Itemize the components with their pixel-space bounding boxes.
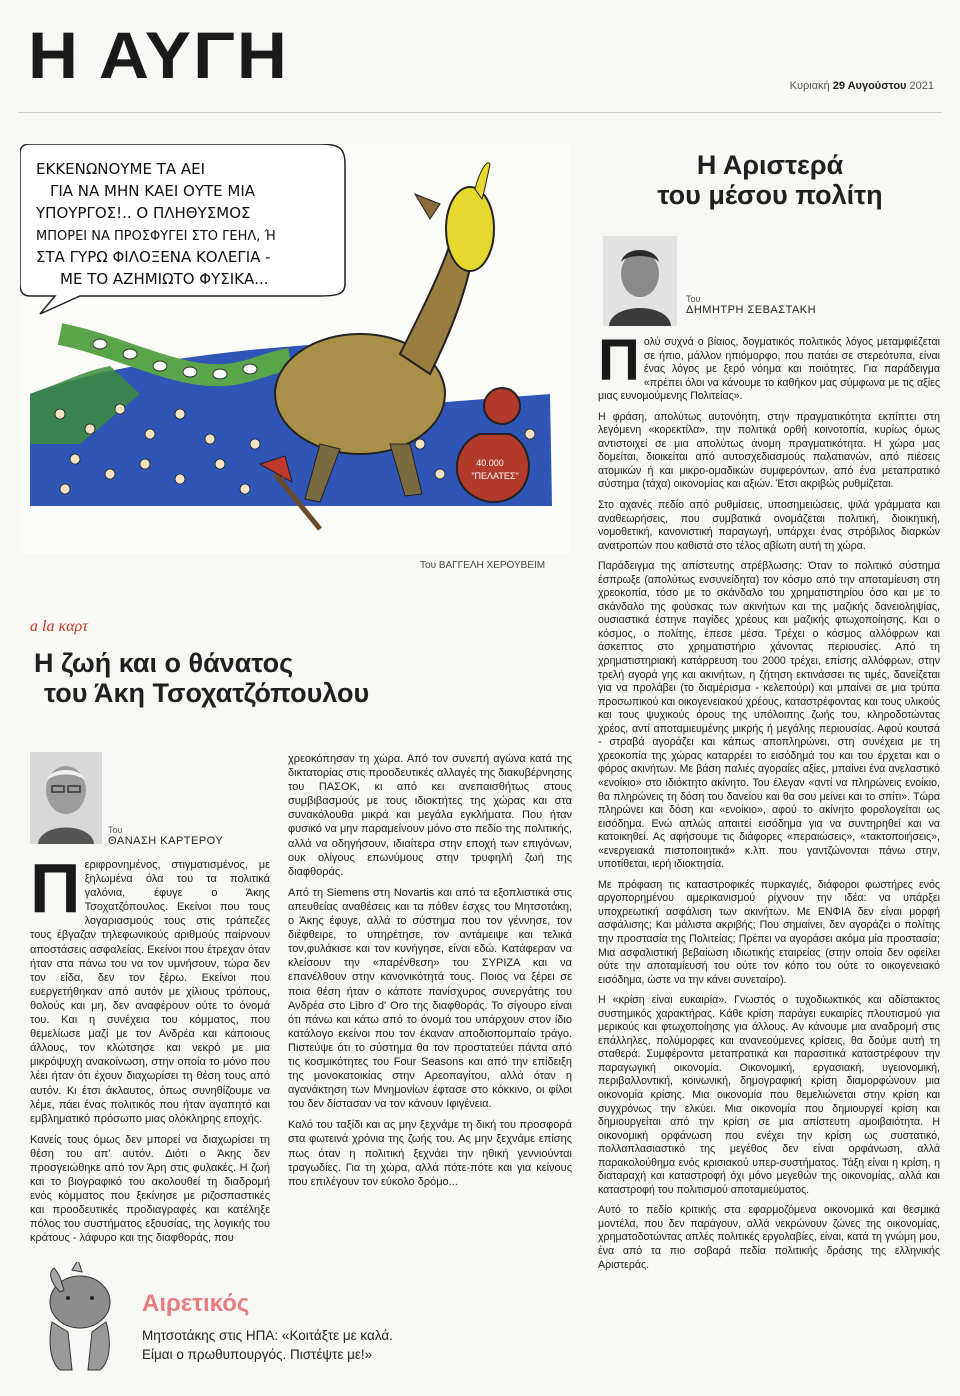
left-headline-line-2: του Άκη Τσοχατζόπουλου <box>44 678 370 709</box>
cartoon <box>20 144 570 554</box>
left-headline-line-1: Η ζωή και ο θάνατος <box>34 648 294 678</box>
author-photo-sevastakis-image <box>603 236 677 326</box>
cartoon-credit-prefix: Του <box>420 560 437 571</box>
left-article-column-1 <box>30 849 270 1253</box>
cartoon-credit-name: ΒΑΓΓΕΛΗ ΧΕΡΟΥΒΕΙΜ <box>438 560 546 571</box>
speech-line-5: ΣΤΑ ΓΥΡΩ ΦΙΛΟΞΕΝΑ ΚΟΛΕΓΙΑ - <box>36 248 271 266</box>
author-sevastakis-prefix: Του <box>686 294 701 304</box>
author-karteros-prefix: Του <box>108 825 123 835</box>
kicker-a-la-kart: a la καρτ <box>30 618 88 635</box>
left-article-column-2 <box>288 752 572 1196</box>
left-col1-first: εριφρονημένος, στιγματισμένος, με ξηλωμένα όλα του τα πολιτικά γαλόνια, έφυγε ο Άκης Τσοχατζόπουλος. Εκείνοι που τους λογαριασμούς τους στις τράπεζες τους έβγαζαν τηλεφωνικούς αριθμούς παίρνουν αποστάσεις ασφαλείας. Εκείνοι που έτρεχαν όταν ήταν στα πάνω του να τον υμνήσουν, τώρα δεν τον είδα, δεν τον ξέρω. Εκείνοι που ευεργετήθηκαν από αυτόν με χίλιους τρόπους, θολούς και μη, δεν αναφέρουν ούτε το όνομά του. Και η συνέχεια του κόμματος, που θεμελίωσε μαζί με τον Ανδρέα και κάποιους άλλους, τον κλώτσησε και νεκρό με μια μικρόψυχη ανακοίνωση, στην οποία το μόνο που λέει ήταν ότι έχουν διαχωρίσει τη θέση τους από αυτόν. Κι έτσι άκλαυτος, όπως συνηθίζουμε να λέμε, πάει ένας πολιτικός που ήταν αγαπητό και εμβληματικό πρόσωπο μιας ολόκληρης εποχής. <box>30 859 270 1125</box>
cartoon-credit <box>420 560 545 571</box>
dateline <box>790 80 934 92</box>
airetikos-quote <box>142 1326 582 1364</box>
author-photo-sevastakis <box>603 236 677 326</box>
author-photo-karteros-image <box>30 752 102 844</box>
author-sevastakis-name: ΔΗΜΗΤΡΗ ΣΕΒΑΣΤΑΚΗ <box>686 304 817 316</box>
masthead-divider <box>18 112 942 113</box>
right-p1: ολύ συχνά ο βίαιος, δογματικός πολιτικός λόγος μεταμφιέζεται σε ήπιο, μάλλον ηπιόμορφο, που πατάει σε στερεότυπα, είναι ένας λόγος με ξερό νόημα και ποιότητες. Για παράδειγμα «πρέπει όλοι να κάνουμε το καθήκον μας σύμφωνα με τις αξίες μιας ευνομούμενης Πολιτείας». <box>598 336 940 403</box>
airetikos-line-2: Είμαι ο πρωθυπουργός. Πιστέψτε με!» <box>142 1347 373 1362</box>
author-sevastakis <box>686 294 816 316</box>
dateline-day: Κυριακή <box>789 80 830 92</box>
speech-line-1: ΕΚΚΕΝΩΝΟΥΜΕ ΤΑ ΑΕΙ <box>36 160 206 178</box>
dateline-date: 29 Αυγούστου <box>832 80 907 92</box>
dateline-year: 2021 <box>909 80 934 92</box>
speech-line-6: ΜΕ ΤΟ ΑΖΗΜΙΩΤΟ ΦΥΣΙΚΑ... <box>60 270 269 288</box>
rhino-icon <box>30 1262 128 1372</box>
speech-line-2: ΓΙΑ ΝΑ ΜΗΝ ΚΑΕΙ ΟΥΤΕ ΜΙΑ <box>50 182 256 200</box>
right-p3: Στο αχανές πεδίο από ρυθμίσεις, υποσημειώσεις, ψιλά γράμματα και αναθεωρήσεις, που συμβατικά ονομάζεται πολιτική, διοικητική, νομοθετική, κανονιστική παραγωγή, υπάρχει ένας στρόβιλος διαρκών ανατροπών που καθιστά στο τέλος αβίωτη αυτή τη χώρα. <box>598 499 940 552</box>
author-photo-karteros <box>30 752 102 844</box>
bag-label-text: "ΠΕΛΑΤΕΣ" <box>471 471 519 481</box>
speech-line-4: ΜΠΟΡΕΙ ΝΑ ΠΡΟΣΦΥΓΕΙ ΣΤΟ ΓΕΗΛ, Ή <box>36 229 276 244</box>
airetikos-line-1: Μητσοτάκης στις ΗΠΑ: «Κοιτάξτε με καλά. <box>142 1328 393 1343</box>
rhino-illustration <box>30 1262 128 1372</box>
cartoon-illustration <box>20 144 570 554</box>
author-karteros <box>108 825 223 847</box>
right-headline-line-2: του μέσου πολίτη <box>657 180 883 211</box>
bag-label-number: 40.000 <box>476 458 504 468</box>
masthead-title: Η ΑΥΓΗ <box>28 18 290 92</box>
right-p4: Παράδειγμα της απίστευτης στρέβλωσης: Όταν το πολιτικό σύστημα έσπρωξε (απολύτως ενσυνείδητα) τον κόσμο από την αποταμίευση στη χρεοκοπία, τόσο με το σκάνδαλο του χρηματιστηρίου όσο και με το σκάνδαλο της φούσκας των ακινήτων και της μαζικής δανειοληψίας, ουσιαστικά έστηνε παγίδες χρέους και μαζικής φτωχοποίησης. Και ο κόσμος, ο πολίτης, έπεσε μέσα. Τρέχει ο κόσμος αλλόφρων και άσκεπτος στο χρηματιστήριο χάνοντας περιουσίες. Από τη χρηματιστηριακή κατάρρευση του 2000 τρέχει, επίσης αλλόφρων, στην τρελή αγορά γης και ακινήτων, η ζήτηση εκτινάσσει τις τιμές, δανείζεται για να προλάβει (το διαμέρισμα - κελεπούρι) και μπαίνει σε μια τρύπα προσωπικού και οικογενειακού χρέους, καταστρέφοντας και τους υλικούς και τους ψυχικούς όρους της υπόλοιπης ζωής του, κληροδοτώντας χρέος, αντί αποταμιευμένης μικρής ή μεγάλης περιουσίας. Αφού κουτσά - στραβά αγοράζει και κάπως αποπληρώνει, στη συνέχεια με τη χρεοκοπία της χώρας καταρρέει το εισόδημά του και του έρχεται και ο φόρος ακινήτων. Με βάση παλιές αγοραίες αξίες, μπαίνει ένα ανελαστικό «ενοίκιο» στο ιδιόκτητο ακίνητο. Του έλεγαν «αντί να πληρώνεις ενοίκιο, θα πληρώνεις τη δόση του δανείου και θα σου μείνει και το σπίτι». Τώρα πληρώνει και δόση και «ενοίκιο», αφού το ακίνητο φορολογείται ως εισόδημα. Ενώ απλώς απαιτεί εισόδημα για να συντηρηθεί και να κατοικηθεί. Ας αφήσουμε τις διάφορες «περαιώσεις», «τακτοποιήσεις», «ενεργειακά πιστοποιητικά» κ.λπ. που γαντζώνονται πάνω στην, υποτίθεται, ιερή ιδιοκτησία. <box>598 560 940 871</box>
right-headline <box>600 150 940 210</box>
left-col2-p1: χρεοκόπησαν τη χώρα. Από τον συνεπή αγώνα κατά της δικτατορίας στις προοδευτικές αλλαγές της διακυβέρνησης του ΠΑΣΟΚ, κι από κει ανεπαισθήτως στους συμβιβασμούς με τους ιδιοκτήτες της χώρας και στα συνακόλουθα μικρά και μεγάλα εγκλήματα. Που ήταν φυσικό να μην παραμείνουν μόνο στο πεδίο της πολιτικής, αλλά να οδηγήσουν, ιδιαίτερα στην εποχή των επιγόνων, ουκ ολίγους επωνύμους στην τρυφηλή ζωή της διαφθοράς. <box>288 753 572 878</box>
left-col2-p2: Από τη Siemens στη Novartis και από τα εξοπλιστικά στις απευθείας αναθέσεις και τα πόθεν έσχες του Μητσοτάκη, ο Άκης έφυγε, αλλά το σύστημα που τον γέννησε, τον διέφθειρε, το υπηρέτησε, τον αντάμειψε και τελικά τον,φυλάκισε και τον κυνήγησε, είναι εδώ. Κατάφεραν να κλείσουν την «παρένθεση» του ΣΥΡΙΖΑ και να επανέλθουν στην κανονικότητά τους. Ποιος να ξέρει σε ποια θέση ήταν ο κάποτε πανίσχυρος συνεργάτης του Ανδρέα στο Libro d' Oro της διαφθοράς. Το σίγουρο είναι ότι πάνω και κάτω από το όνομά του υπάρχουν στον ίδιο κατάλογο εκείνοι που τον έκαναν αποδιοπομπαίο τράγο. Πιστεύψε ότι το σύστημα θα τον προστατεύει πάντα από τις κοσμικότητες του Four Seasons και από την επίδειξη της μονοκατοικίας στην Αρεοπαγίτου, αλλά όταν η αγανάκτηση των Μνημονίων έφτασε στο κόκκινο, οι φίλοι του δεν δίστασαν να τον κάνουν Ιφιγένεια. <box>288 886 572 1111</box>
speech-line-3: ΥΠΟΥΡΓΟΣ!.. Ο ΠΛΗΘΥΣΜΟΣ <box>36 204 251 222</box>
right-headline-line-1: Η Αριστερά <box>696 150 844 180</box>
right-p2: Η φράση, απολύτως αυτονόητη, στην πραγματικότητα εκπίπτει στη λεγόμενη «κορεκτίλα», την πολιτικά ορθή κοινοτοπία, κυρίως όμως αντιστοιχεί σε μια απολύτως άνομη πραγματικότητα. Η χώρα μας δομείται, διοικείται από αυτοσχεδιασμούς παλατιανών, από πιέσεις ατομικών ή και μικρο-ομαδικών συμφερόντων, από ένα μεταπρατικό σύστημα (τάχα) οικονομίας και αξιών. Έτσι ακριβώς ρυθμίζεται. <box>598 410 940 491</box>
author-karteros-name: ΘΑΝΑΣΗ ΚΑΡΤΕΡΟΥ <box>108 835 224 847</box>
airetikos-title: Αιρετικός <box>142 1290 250 1317</box>
right-p6: Η «κρίση είναι ευκαιρία». Γνωστός ο τυχοδιωκτικός και αδίστακτος συστημικός χαρακτήρας. Κάθε κρίση παράγει ευκαιρίες πλουτισμού για μερικούς και φτωχοποίησης για άλλους. Αν κάνουμε μια αναδρομή στις επάλληλες, πολύμορφες και ανανεούμενες κρίσεις, θα δούμε αυτή τη σταθερά. Συμφέροντα μεταπρατικά και παρασιτικά καταστρέφουν την παραγωγική οικονομία. Οικονομική, εργασιακή, υγειονομική, περιβαλλοντική, κοινωνική, δημογραφική κρίση διαμορφώνουν μια οικονομία κρίσης. Μια οικονομία που θεμελιώνεται στην κρίση και συγχρόνως την ελκύει. Μια οικονομία που δημιουργεί κρίση και δημιουργείται από την κρίση σε μια απίστευτη αμοιβαιότητα. Η οικονομική ορφάνωση που ενέχει την κρίση ως συστατικό, πολλαπλασιαστικό της μεγέθος δεν είναι ορφάνωση, αλλά παρακολούθημα ενός κρισιακού υπερ-συστήματος. Τάξη είναι η κρίση, η διαταραχή και καταστροφή όχι μόνο μεγεθών της οικονομίας, αλλά και καταστροφή του πολιτισμού αποταμιεύματος. <box>598 994 940 1196</box>
right-p5: Με πρόφαση τις καταστροφικές πυρκαγιές, διάφοροι φωστήρες ενός αργοπορημένου αμερικανισμού ρίχνουν την ιδέα: να υπάρξει υποχρεωτική ασφάλιση των ακινήτων. Με ΕΝΦΙΑ δεν είναι μορφή ασφάλισης; Και μάλιστα ακριβής; Που σημαίνει, δεν αγοράζει ο πολίτης την προστασία της Πολιτείας; Πρέπει να αγοράσει ακόμα μία προστασία; Μια ασφαλιστική βεβαίωση ιδιωτικής εταιρείας (στην οποία δεν οφείλει ούτε την αποταμίευσή του ούτε τον κόπο του ούτε το οικογενειακό εισόδημα, ώστε να την κάνει συνεταίρο). <box>598 878 940 986</box>
left-dropcap: Π <box>30 849 81 927</box>
right-dropcap: Π <box>598 328 640 393</box>
left-col1-p2: Κανείς τους όμως δεν μπορεί να διαχωρίσει τη θέση του απ' αυτόν. Διότι ο Άκης δεν προσγειώθηκε από τον Άρη στις φυλακές. Η ζωή και το βιογραφικό του ακολουθεί τη διαδρομή ενός κόμματος που ξεκίνησε με ριζοσπαστικές και προοδευτικές προδιαγραφές και κατέληξε πόλος του συστήματος εξουσίας, της λογικής του κράτους - λάφυρο και της διαφθοράς, που <box>30 1133 270 1245</box>
left-headline <box>34 648 514 708</box>
left-col2-p3: Καλό του ταξίδι και ας μην ξεχνάμε τη δική του προσφορά στα φωτεινά χρόνια της ζωής του. Ας μην ξεχνάμε επίσης πως όταν η πολιτική ξεχνάει την ηθική γεννιούνται τραγωδίες. Για τη χώρα, αλλά πότε-πότε και για κείνους που επιλέγουν τον εύκολο δρόμο... <box>288 1119 572 1188</box>
right-p7: Αυτό το πεδίο κριτικής στα εφαρμοζόμενα οικονομικά και θεσμικά μοντέλα, που δεν παράγουν, αλλά νεκρώνουν ζώνες της οικονομίας, χρηματοδοτώντας απλές πολιτικές εργολαβίες, είναι, κατά τη γνώμη μου, ένα από τα πιο σοβαρά πεδία πολιτικής δράσης της ελληνικής Αριστεράς. <box>598 1204 940 1271</box>
right-article-column <box>598 328 940 1279</box>
